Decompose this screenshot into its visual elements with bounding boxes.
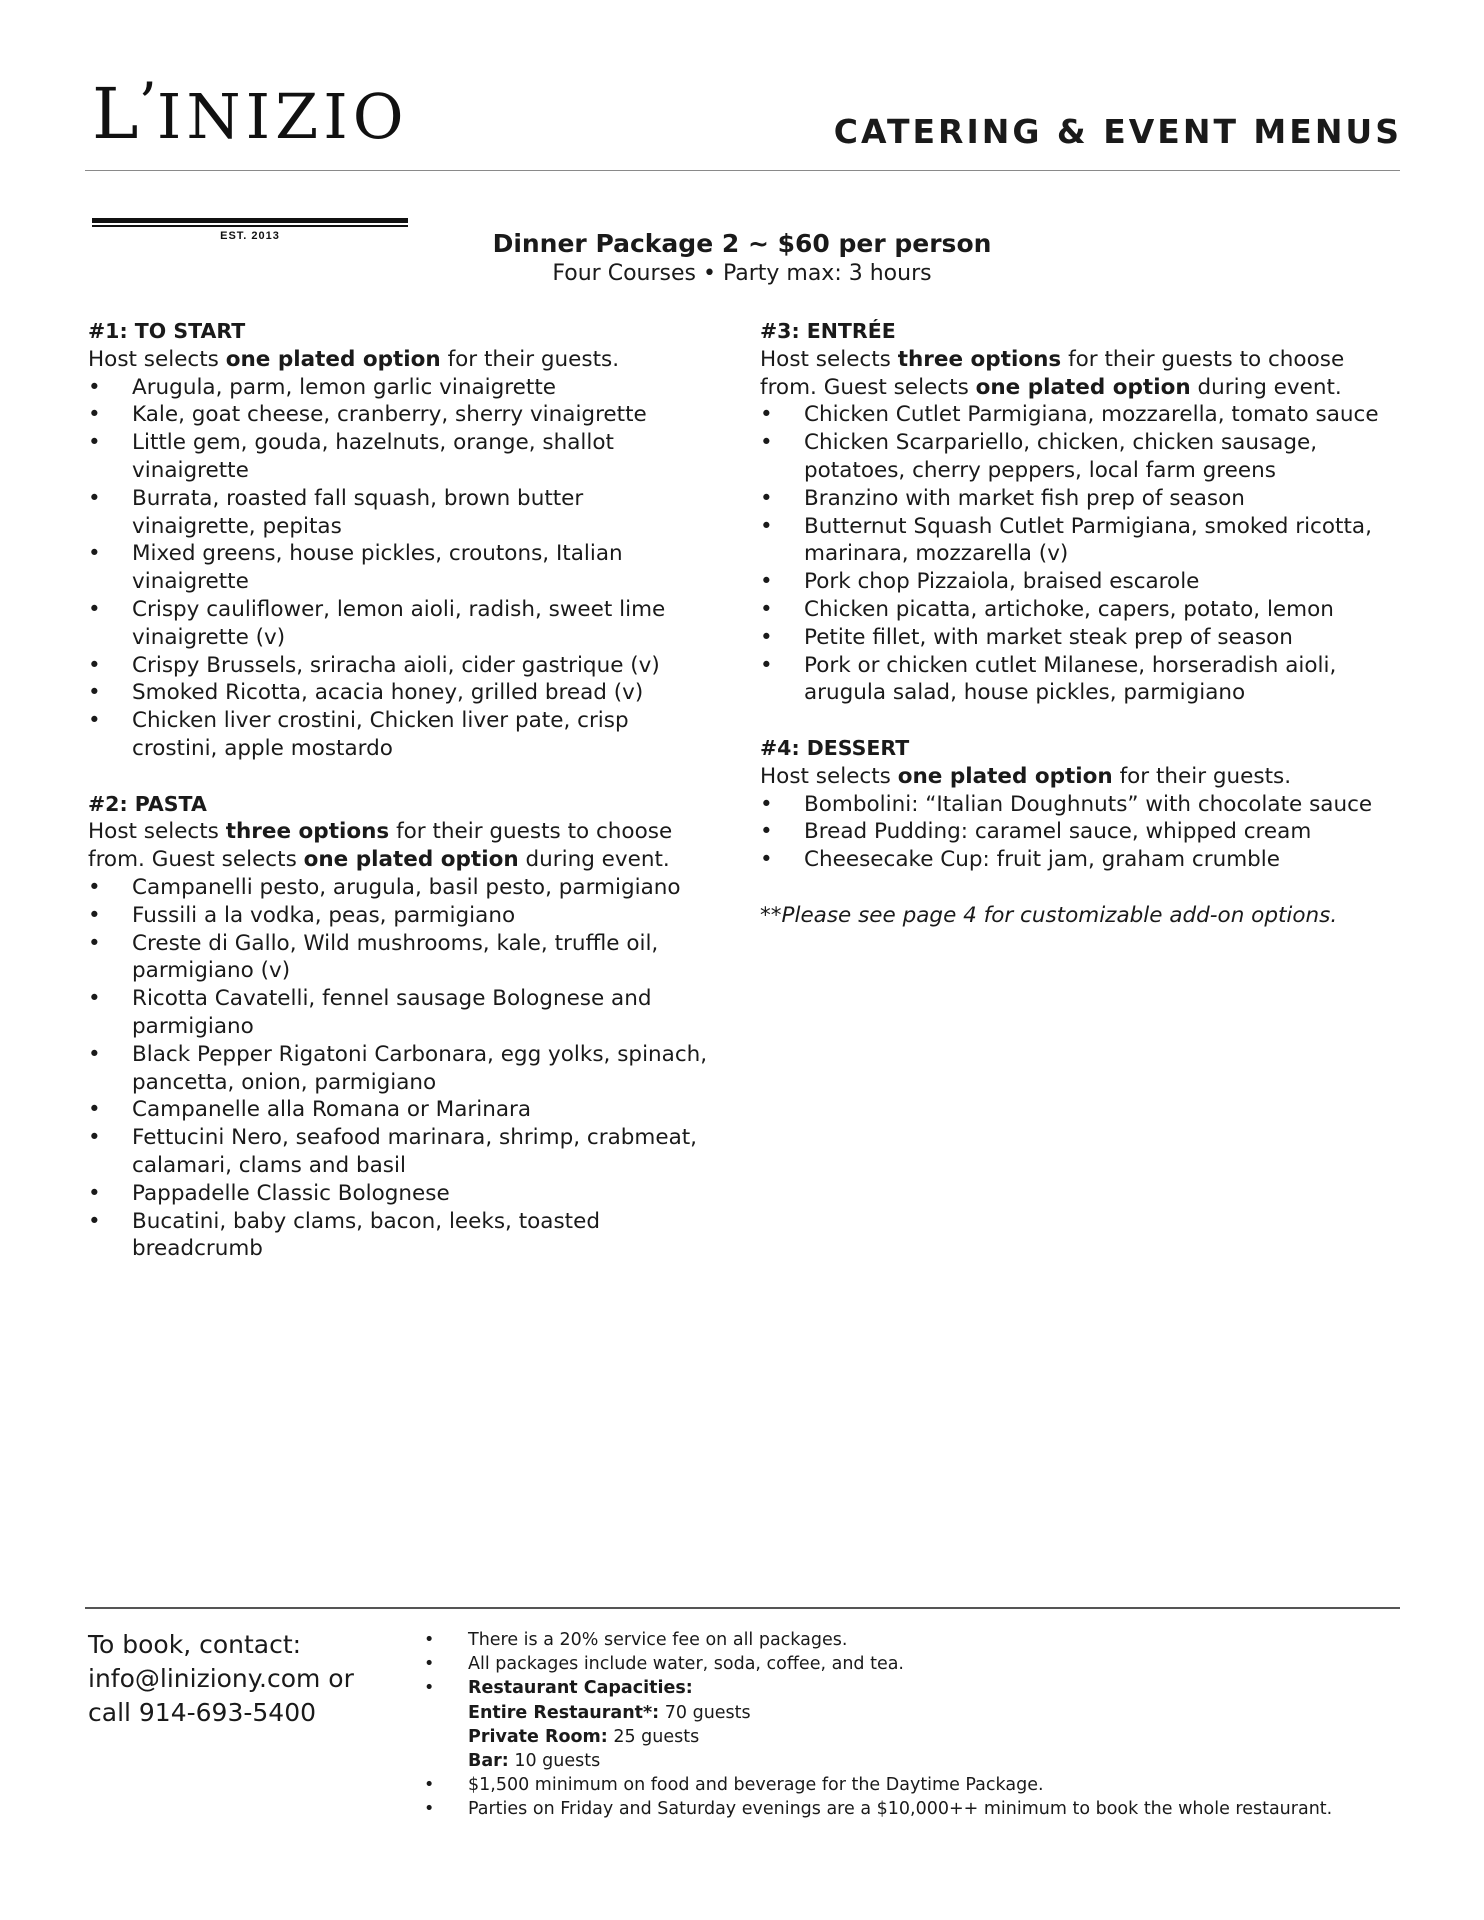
intro-text: Host selects xyxy=(88,346,226,372)
capacity-private-value: 25 guests xyxy=(607,1726,700,1747)
contact-phone: call 914-693-5400 xyxy=(88,1698,317,1727)
list-item: • Butternut Squash Cutlet Parmigiana, smoked ricotta, marinara, mozzarella (v) xyxy=(760,513,1400,569)
package-title: Dinner Package 2 ~ $60 per person xyxy=(492,229,992,258)
capacity-entire-value: 70 guests xyxy=(659,1702,751,1723)
intro-text: during event. xyxy=(1190,374,1342,400)
list-item: • Bread Pudding: caramel sauce, whipped cream xyxy=(760,818,1400,846)
list-item: • Cheesecake Cup: fruit jam, graham crumble xyxy=(760,846,1400,874)
list-item: • Pork chop Pizzaiola, braised escarole xyxy=(760,568,1400,596)
capacity-entire-label: Entire Restaurant*: xyxy=(468,1702,660,1723)
list-item: • Branzino with market fish prep of season xyxy=(760,485,1400,513)
intro-text: for their guests to choose from. Guest selects xyxy=(760,346,1345,400)
list-item: • Bombolini: “Italian Doughnuts” with chocolate sauce xyxy=(760,791,1400,819)
list-item: • Burrata, roasted fall squash, brown butter vinaigrette, pepitas xyxy=(88,485,708,541)
capacity-private xyxy=(468,1725,1404,1749)
capacity-bar xyxy=(468,1749,1404,1773)
menu-column-right xyxy=(760,318,1400,930)
list-item: • Fussili a la vodka, peas, parmigiano xyxy=(88,902,708,930)
list-item: • Smoked Ricotta, acacia honey, grilled bread (v) xyxy=(88,679,708,707)
footer-divider xyxy=(85,1607,1400,1609)
note-service-fee: • There is a 20% service fee on all packages. xyxy=(424,1628,1404,1652)
section-dessert xyxy=(760,735,1400,874)
section-heading: #1: TO START xyxy=(88,319,246,343)
logo-apostrophe: ’ xyxy=(138,70,157,138)
capacity-bar-label: Bar: xyxy=(468,1751,509,1772)
menu-item-list xyxy=(760,401,1400,707)
menu-item-list xyxy=(88,874,708,1263)
contact-heading: To book, contact: xyxy=(88,1630,302,1659)
list-item: • Petite fillet, with market steak prep of season xyxy=(760,624,1400,652)
logo-established: EST. 2013 xyxy=(220,230,280,242)
list-item: • Chicken liver crostini, Chicken liver pate, crisp crostini, apple mostardo xyxy=(88,707,708,763)
list-item: • Mixed greens, house pickles, croutons, Italian vinaigrette xyxy=(88,540,708,596)
capacity-private-label: Private Room: xyxy=(468,1726,608,1747)
menu-item-list xyxy=(760,791,1400,874)
logo-underline-thin xyxy=(92,225,408,227)
section-heading: #3: ENTRÉE xyxy=(760,319,896,343)
list-item: • Kale, goat cheese, cranberry, sherry vinaigrette xyxy=(88,401,708,429)
list-item: • Ricotta Cavatelli, fennel sausage Bolognese and parmigiano xyxy=(88,985,708,1041)
header-divider xyxy=(85,170,1400,171)
list-item: • Pappadelle Classic Bolognese xyxy=(88,1180,708,1208)
intro-text: during event. xyxy=(518,847,670,873)
list-item: • Black Pepper Rigatoni Carbonara, egg yolks, spinach, pancetta, onion, parmigiano xyxy=(88,1041,708,1097)
list-item: • Campanelle alla Romana or Marinara xyxy=(88,1096,708,1124)
note-capacities xyxy=(424,1676,1404,1773)
booking-contact xyxy=(88,1628,408,1730)
list-item: • Pork or chicken cutlet Milanese, horseradish aioli, arugula salad, house pickles, parmigiano xyxy=(760,652,1400,708)
menu-item-list xyxy=(88,374,708,763)
list-item: • Creste di Gallo, Wild mushrooms, kale, truffle oil, parmigiano (v) xyxy=(88,930,708,986)
list-item: • Chicken Cutlet Parmigiana, mozzarella, tomato sauce xyxy=(760,401,1400,429)
section-pasta xyxy=(88,791,708,1264)
section-heading: #2: PASTA xyxy=(88,791,207,816)
intro-emphasis: three options xyxy=(225,819,390,845)
package-subtitle: Four Courses • Party max: 3 hours xyxy=(552,261,932,286)
list-item: • Chicken Scarpariello, chicken, chicken sausage, potatoes, cherry peppers, local farm greens xyxy=(760,429,1400,485)
intro-emphasis: three options xyxy=(897,346,1062,372)
list-item: • Little gem, gouda, hazelnuts, orange, shallot vinaigrette xyxy=(88,429,708,485)
logo-letters-inizio: INIZIO xyxy=(156,80,409,153)
add-on-note: **Please see page 4 for customizable add-on options. xyxy=(760,902,1338,928)
section-intro xyxy=(760,763,1400,791)
capacity-bar-value: 10 guests xyxy=(508,1751,601,1772)
intro-emphasis: one plated option xyxy=(897,763,1113,789)
intro-emphasis: one plated option xyxy=(225,346,441,372)
intro-text: Host selects xyxy=(760,763,898,789)
intro-text: Host selects xyxy=(760,346,898,372)
section-to-start xyxy=(88,318,708,763)
section-heading: #4: DESSERT xyxy=(760,735,910,760)
intro-text: for their guests. xyxy=(440,346,620,372)
section-intro xyxy=(760,346,1400,402)
note-weekend-minimum: • Parties on Friday and Saturday evenings are a $10,000++ minimum to book the whole restaurant. xyxy=(424,1797,1404,1821)
logo-letter-l: L xyxy=(92,73,139,155)
contact-email: info@liniziony.com or xyxy=(88,1664,354,1693)
intro-text: for their guests to choose from. Guest selects xyxy=(88,819,673,873)
intro-emphasis: one plated option xyxy=(303,847,519,873)
menu-column-left xyxy=(88,318,708,1291)
section-intro xyxy=(88,346,708,374)
note-includes: • All packages include water, soda, coffee, and tea. xyxy=(424,1652,1404,1676)
section-entree xyxy=(760,318,1400,707)
package-notes xyxy=(424,1628,1404,1822)
list-item: • Chicken picatta, artichoke, capers, potato, lemon xyxy=(760,596,1400,624)
list-item: • Fettucini Nero, seafood marinara, shrimp, crabmeat, calamari, clams and basil xyxy=(88,1124,708,1180)
list-item: • Campanelli pesto, arugula, basil pesto, parmigiano xyxy=(88,874,708,902)
restaurant-logo xyxy=(92,70,412,242)
section-intro xyxy=(88,818,708,874)
list-item: • Bucatini, baby clams, bacon, leeks, toasted breadcrumb xyxy=(88,1208,708,1264)
intro-emphasis: one plated option xyxy=(975,374,1191,400)
capacities-label: • Restaurant Capacities: xyxy=(468,1678,693,1699)
note-daytime-minimum: • $1,500 minimum on food and beverage for the Daytime Package. xyxy=(424,1773,1404,1797)
logo-wordmark xyxy=(92,70,409,155)
capacity-entire xyxy=(468,1701,1404,1725)
header-title: CATERING & EVENT MENUS xyxy=(833,112,1402,151)
notes-list xyxy=(424,1628,1404,1822)
logo-underline-thick xyxy=(92,218,408,223)
intro-text: Host selects xyxy=(88,819,226,845)
intro-text: for their guests. xyxy=(1112,763,1292,789)
list-item: • Arugula, parm, lemon garlic vinaigrette xyxy=(88,374,708,402)
list-item: • Crispy cauliflower, lemon aioli, radish, sweet lime vinaigrette (v) xyxy=(88,596,708,652)
list-item: • Crispy Brussels, sriracha aioli, cider gastrique (v) xyxy=(88,652,708,680)
